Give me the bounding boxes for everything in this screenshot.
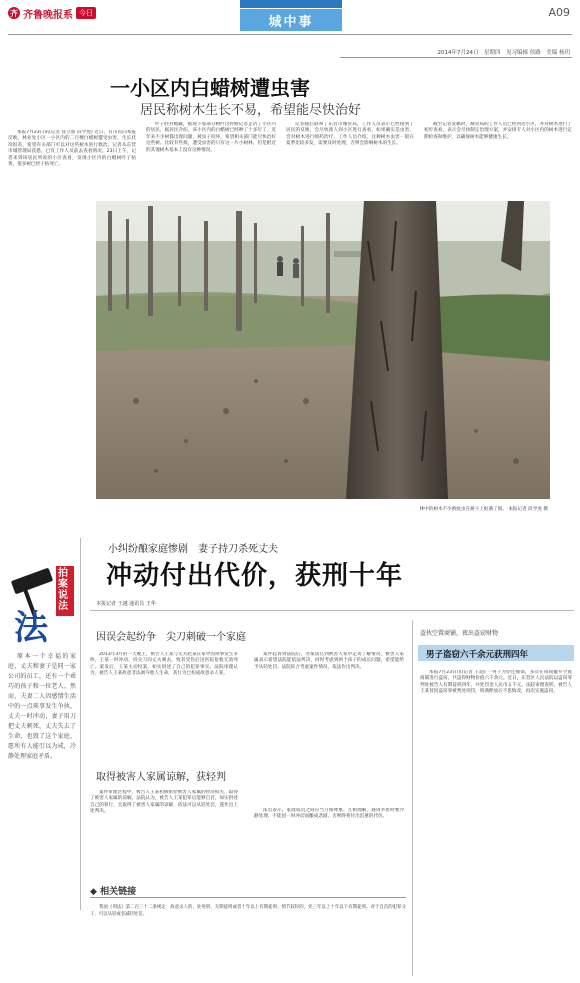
header-rule (8, 34, 572, 35)
story1-col3: 记者随后联系了东营市城管局，工作人员表示已经接到了居民的反映，会尽快派人到小区进行查看，如果确实是虫害，会对树木进行喷药治疗。工作人员介绍，这种树木虫害一般在夏季比较多发，需要及时处理，否则会影响树木的生长。 (286, 122, 414, 147)
law-commentary: 原本一个幸福的家庭，丈夫和妻子是同一家公司的员工，还有一个乖巧的孩子和一位老人。然而，夫妻二人因感情生活中的一点琐事发生争执，丈夫一时冲动，妻子用刀把丈夫刺死，丈夫失去了生命，也毁了这个家庭，愿所有人能引以为戒，冷静处理家庭矛盾。 (8, 653, 76, 760)
date-line: 2014年7月24日 星期四 见习编辑 侯路 美编 杨玥 (437, 50, 570, 56)
story1-col1: 本报7月23日讯(记者 崔立朋 段学虎) 近日，有市民向本报反映，林业处小区一小区内的二百棵白蜡树遭受虫害，生长状况很差，希望有关部门可以对这些树木进行救治。记者从东营市城管理局获悉，已有工作人员前去查看情况。23日上午，记者来到该居民所说的小区查看，发现小区内的白蜡树叶子枯黄，很多树已经干枯死亡。 (8, 130, 136, 168)
story2-section2-text-2: 法官表示，家庭成员之间应当互相尊重、互相理解，遇到矛盾时要冷静处理，不能因一时冲动而酿成悲剧，否则终将付出沉重的代价。 (254, 808, 404, 820)
logo-sub: 今日 (76, 7, 96, 19)
story3-kicker: 盗伙空置商铺，夜出盗窃财物 (420, 630, 499, 637)
story1-col2: 叶子胚对蜡藏，据现下那部分树叶这时候记者走访了小区内的居民，据居民介绍，该小区内的白蜡树已经种了十多年了，近年来不少树都出现问题，被虫子咬坏，希望相关部门能尽快治好这些树。比较有些烦，遭受虫害的只有这一片小树林，但是附近的其他树木基本上没有这种情况。 (146, 122, 276, 153)
related-links-heading: ◆ 相关链接 (90, 887, 137, 897)
story1-col4: 截至记者发稿时，城管局的工作人员已经到达小区，并对树木进行了初步查看，表示会尽快制定治理方案，并安排专人对小区内的树木进行定期检查和维护，以确保树木能够健康生长。 (424, 122, 572, 140)
law-big-char: 法 (14, 608, 48, 648)
story3-headline: 男子盗窃六千余元获刑四年 (418, 645, 574, 661)
tree-photo (96, 201, 550, 499)
related-rule (90, 897, 406, 898)
section-title: 城中事 (240, 9, 342, 31)
law-column-tag: 拍案说法 (58, 568, 68, 612)
story2-section2-heading: 取得被害人家属谅解，获轻判 (96, 772, 226, 783)
story1-headline: 一小区内白蜡树遭虫害 (110, 76, 310, 100)
story2-rule (90, 610, 574, 611)
column-divider (80, 538, 81, 910)
story3-divider (412, 620, 413, 976)
photo-caption: 林中的树木不少被蛀虫在树干上蛀满了洞。 本报记者 段学虎 摄 (419, 507, 548, 512)
story3-text: 本报7月23日讯(记者 王超) 一男子为偿还赌债，多次在夜间撬开空置商铺进行盗窃，共盗得财物价值六千余元。近日，东营区人民法院以盗窃罪判处被告人有期徒刑四年，并处罚金人民币五千元。法院审理查明，被告人王某曾因盗窃罪被判处刑罚，刑满释放后不思悔改，再次实施盗窃。 (420, 670, 572, 695)
related-links-text: 我国《刑法》第二百三十二条规定：故意杀人的，处死刑、无期徒刑或者十年以上有期徒刑；情节较轻的，处三年以上十年以下有期徒刑。对于自首的犯罪分子，可以从轻或者减轻处罚。 (90, 905, 406, 917)
story2-section1-text-2: 案件起诉到法院后，办案法官到被害人家中走访了解情况，被害人家属表示希望法院能依法判决，同时考虑到两个孩子的成长问题，希望能给予从轻处罚。法院综合考虑案件情况，依法作出判决。 (254, 652, 404, 670)
logo-text: 齐鲁晚报系 (23, 9, 73, 21)
section-bar (240, 0, 342, 8)
story2-byline: 本报记者 王越 通讯员 王华 (96, 601, 156, 607)
story2-section1-text: 2013年3月的一天晚上，被告人王某与丈夫赵某在家中因琐事发生争吵，王某一时冲动，持尖刀向丈夫刺去，致其受伤后送医院抢救无效死亡。案发后，王某主动投案，如实供述了自己的犯罪事实。法院审理认为，被告人王某故意非法剥夺他人生命，其行为已构成故意杀人罪。 (90, 652, 238, 677)
story2-headline: 冲动付出代价，获刑十年 (106, 561, 404, 591)
story2-section2-text: 案件审理过程中，被告人王某积极赔偿被害人家属的经济损失，取得了被害人家属的谅解。法院认为，被告人王某犯罪后能够自首，如实供述自己的罪行，且取得了被害人家属的谅解，依法可以从轻处罚，遂作出上述判决。 (90, 790, 238, 815)
story2-kicker: 小纠纷酿家庭惨剧 妻子持刀杀死丈夫 (108, 544, 278, 555)
masthead-logo (8, 6, 96, 20)
page-number: A09 (548, 6, 570, 19)
newspaper-logo-icon: 齐 (10, 8, 18, 18)
story1-subhead: 居民称树木生长不易，希望能尽快治好 (140, 103, 362, 118)
date-rule (340, 57, 572, 58)
story2-section1-heading: 因误会起纷争 尖刀刺破一个家庭 (96, 632, 246, 643)
